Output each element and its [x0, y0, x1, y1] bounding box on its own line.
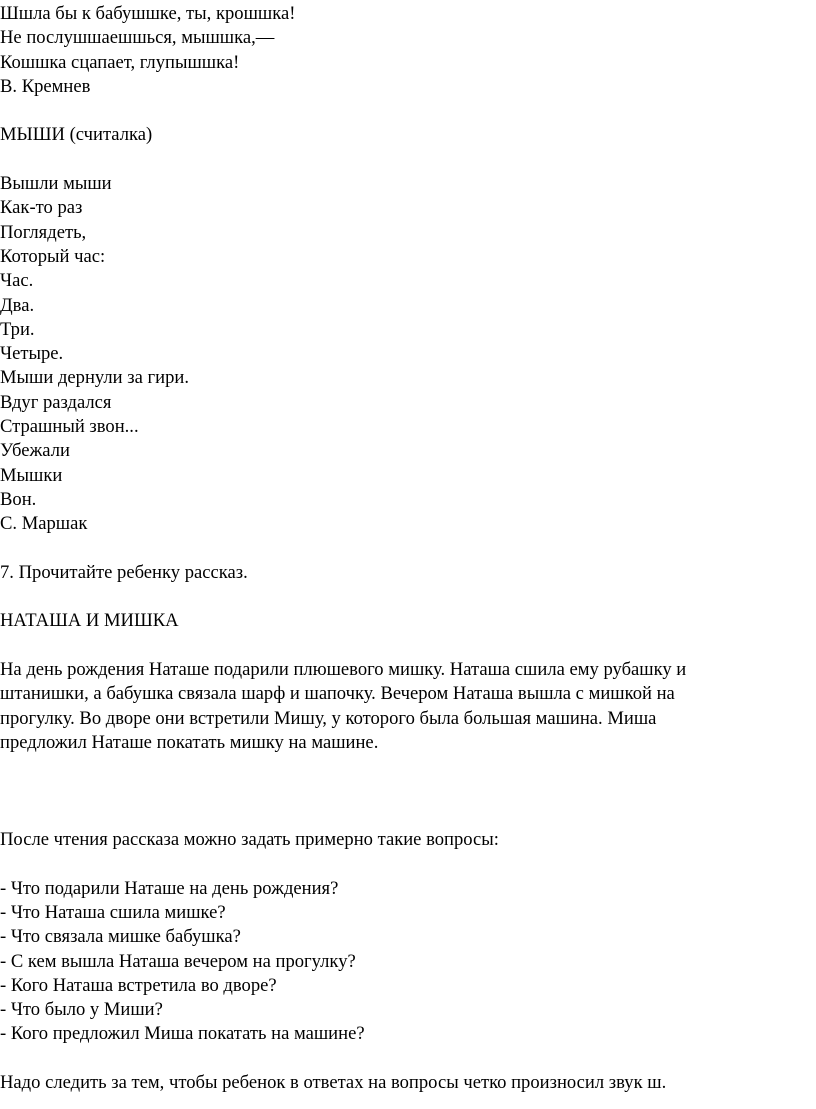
poem-title: МЫШИ (считалка) [0, 124, 153, 146]
spacer [0, 780, 816, 804]
poem-line: Четыре. [0, 343, 64, 365]
story-line: штанишки, а бабушка связала шарф и шапочку. Вечером Наташа вышла с мишкой на [0, 683, 675, 705]
spacer [0, 804, 816, 828]
spacer [0, 537, 816, 561]
poem-line: Убежали [0, 440, 70, 462]
spacer [0, 755, 816, 779]
story-title: НАТАША И МИШКА [0, 610, 179, 632]
poem-line: Поглядеть, [0, 221, 87, 243]
story-line: На день рождения Наташе подарили плюшевого мишку. Наташа сшила ему рубашку и [0, 659, 687, 681]
poem-line: Час. [0, 270, 34, 292]
story [0, 609, 816, 755]
question-item: - Кого Наташа встретила во дворе? [0, 974, 277, 996]
poem-line: Мышки [0, 464, 63, 486]
poem-line: Как-то раз [0, 197, 83, 219]
question-item: - Что было у Миши? [0, 999, 163, 1021]
poem-line: Вышли мыши [0, 173, 112, 195]
question-item: - Кого предложил Миша покатать на машине? [0, 1023, 365, 1045]
story-line: прогулку. Во дворе они встретили Мишу, у которого была большая машина. Миша [0, 707, 657, 729]
question-item: - Что Наташа сшила мишке? [0, 901, 226, 923]
spacer [0, 634, 816, 658]
poem-line: Три. [0, 318, 35, 340]
spacer [0, 852, 816, 876]
poem-author: С. Маршак [0, 513, 88, 535]
poem-line: Шшла бы к бабушшке, ты, крошшка! [0, 3, 296, 24]
poem-line: Вон. [0, 488, 37, 510]
poem-line: Вдуг раздался [0, 391, 112, 413]
poem-line: Не послушшаешшься, мышшка,— [0, 27, 275, 49]
spacer [0, 585, 816, 609]
spacer [0, 99, 816, 123]
questions [0, 828, 816, 1047]
poem-line: Два. [0, 294, 35, 316]
poem-line: Мыши дернули за гири. [0, 367, 189, 389]
poem-line: Кошшка сцапает, глупышшка! [0, 51, 240, 73]
teacher-note: Надо следить за тем, чтобы ребенок в ответах на вопросы четко произносил звук ш. [0, 1072, 667, 1094]
spacer [0, 148, 816, 172]
question-item: - Что связала мишке бабушка? [0, 926, 241, 948]
poem-line: Страшный звон... [0, 416, 139, 438]
story-line: предложил Наташе покатать мишку на машине. [0, 731, 379, 753]
spacer [0, 1047, 816, 1071]
poem-author: В. Кремнев [0, 75, 91, 97]
poem-kremnev [0, 2, 816, 99]
questions-intro: После чтения рассказа можно задать примерно такие вопросы: [0, 829, 499, 851]
question-item: - Что подарили Наташе на день рождения? [0, 877, 339, 899]
question-item: - С кем вышла Наташа вечером на прогулку? [0, 950, 356, 972]
poem-marshak [0, 123, 816, 536]
poem-line: Который час: [0, 245, 106, 267]
task-instruction: 7. Прочитайте ребенку рассказ. [0, 561, 248, 583]
